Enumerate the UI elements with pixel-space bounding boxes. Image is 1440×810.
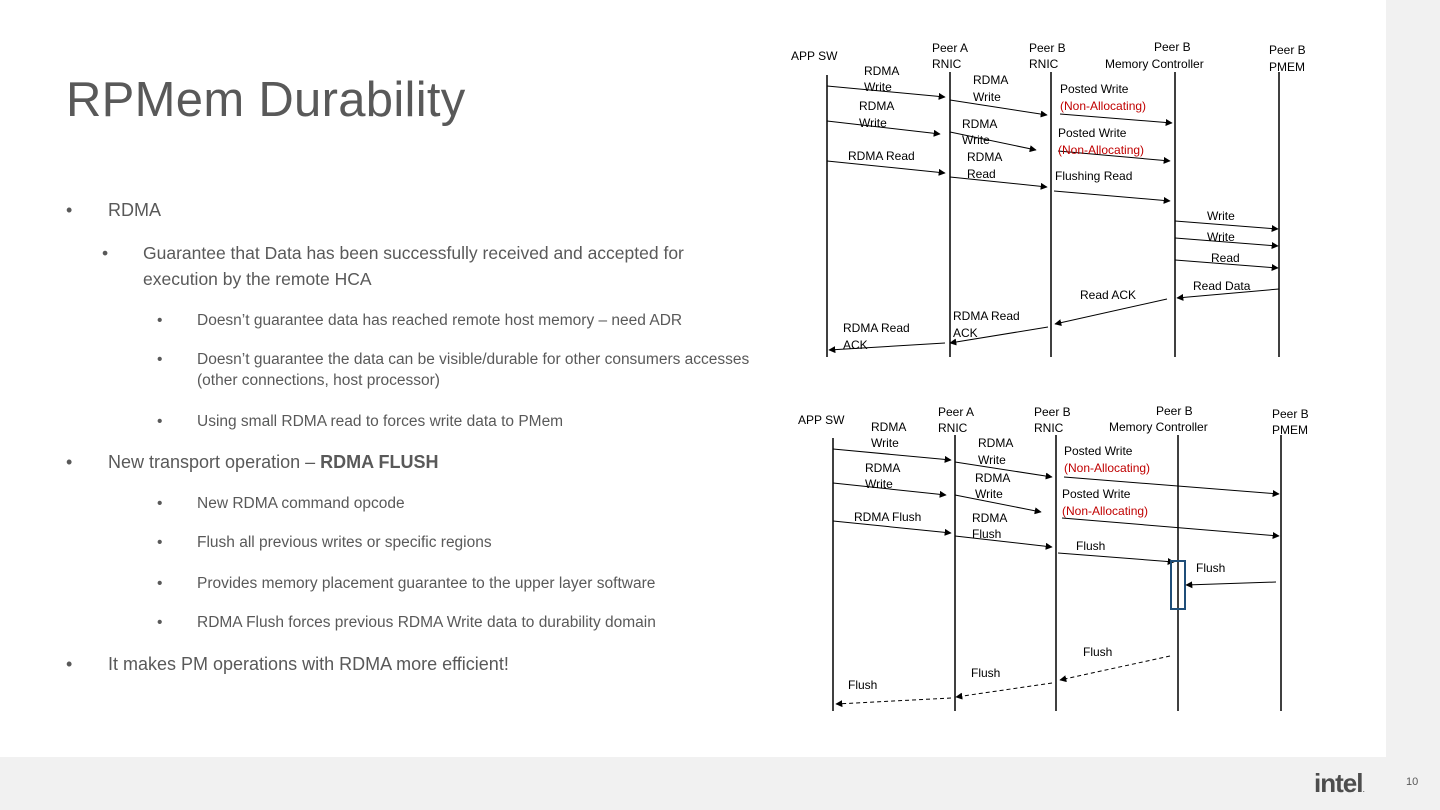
- actor-memory-controller: Memory Controller: [1109, 420, 1208, 434]
- bullet-dot: •: [157, 312, 163, 329]
- label-rdma: RDMA: [972, 511, 1008, 525]
- label-non-allocating: (Non-Allocating): [1064, 461, 1151, 475]
- actor-peer-b-mc: Peer B: [1154, 40, 1191, 54]
- actor-pmem: PMEM: [1269, 60, 1305, 74]
- label-rdma: RDMA: [864, 64, 900, 78]
- logo-text: intel: [1314, 768, 1363, 798]
- bullet-dot: •: [66, 452, 73, 472]
- bullet-dot: •: [102, 243, 109, 263]
- label-read-data: Read Data: [1193, 279, 1251, 293]
- label-flushing-read: Flushing Read: [1055, 169, 1133, 183]
- slide-title: RPMem Durability: [66, 73, 466, 127]
- bullet-dot: •: [157, 575, 163, 592]
- label-flush: Flush: [1076, 539, 1106, 553]
- label-rdma: RDMA: [967, 150, 1003, 164]
- msg-posted-write-2: [1062, 518, 1279, 536]
- bullet-text: RDMA: [108, 200, 161, 220]
- bullet-text: RDMA Flush forces previous RDMA Write data to durability domain: [197, 614, 656, 631]
- msg-flush-ack-1: [1060, 656, 1170, 680]
- actor-peer-a-rnic: RNIC: [938, 421, 968, 435]
- bullet-text: Guarantee that Data has been successfully received and accepted for: [143, 243, 684, 263]
- label-non-allocating: (Non-Allocating): [1060, 99, 1147, 113]
- label-write: Write: [973, 90, 1001, 104]
- label-rdma: RDMA: [865, 461, 901, 475]
- msg-flush-ack-3: [836, 698, 951, 704]
- label-flush: Flush: [971, 666, 1001, 680]
- label-non-allocating: (Non-Allocating): [1058, 143, 1145, 157]
- actor-pmem: PMEM: [1272, 423, 1308, 437]
- bullet-text: Doesn’t guarantee data has reached remote host memory – need ADR: [197, 312, 683, 329]
- label-write: Write: [859, 116, 887, 130]
- msg-flush-mc: [1058, 553, 1174, 562]
- bullet-text-bold: RDMA FLUSH: [320, 452, 439, 472]
- bullet-text: Using small RDMA read to forces write data to PMem: [197, 413, 564, 430]
- msg-flush-ack-2: [956, 683, 1052, 697]
- bullet-text: Flush all previous writes or specific regions: [197, 534, 492, 551]
- label-rdma: RDMA: [962, 117, 998, 131]
- msg-flush-pmem: [1186, 582, 1276, 585]
- actor-app-sw: APP SW: [791, 49, 838, 63]
- bullet-dot: •: [66, 200, 73, 220]
- bullet-text: New RDMA command opcode: [197, 495, 405, 512]
- actor-peer-b-pmem: Peer B: [1269, 43, 1306, 57]
- label-rdma-read: RDMA Read: [953, 309, 1020, 323]
- bullet-dot: •: [157, 495, 163, 512]
- actor-peer-b: Peer B: [1029, 41, 1066, 55]
- label-posted-write: Posted Write: [1058, 126, 1127, 140]
- rdma-flush-diagram: [798, 404, 1309, 711]
- actor-peer-a-rnic: RNIC: [932, 57, 962, 71]
- page-number: 10: [1406, 776, 1419, 788]
- actor-peer-a: Peer A: [932, 41, 969, 55]
- actor-peer-a: Peer A: [938, 405, 975, 419]
- label-write: Write: [978, 453, 1006, 467]
- label-read: Read: [1211, 251, 1240, 265]
- bullet-text: It makes PM operations with RDMA more efficient!: [108, 654, 509, 674]
- label-posted-write: Posted Write: [1062, 487, 1131, 501]
- msg-read-ack: [1055, 299, 1167, 324]
- actor-app-sw: APP SW: [798, 413, 845, 427]
- label-rdma: RDMA: [859, 99, 895, 113]
- bullet-dot: •: [157, 413, 163, 430]
- label-posted-write: Posted Write: [1060, 82, 1129, 96]
- bullet-text-cont: execution by the remote HCA: [143, 269, 372, 289]
- label-ack: ACK: [843, 338, 868, 352]
- label-write: Write: [1207, 230, 1235, 244]
- label-write: Write: [865, 477, 893, 491]
- logo-mark: .: [1362, 784, 1365, 794]
- bullet-text: Provides memory placement guarantee to the upper layer software: [197, 575, 656, 592]
- rdma-read-diagram: [791, 40, 1306, 357]
- label-write: Write: [962, 133, 990, 147]
- label-rdma-read: RDMA Read: [848, 149, 915, 163]
- msg-rdma-write-1: [833, 449, 951, 460]
- label-rdma: RDMA: [871, 420, 907, 434]
- label-flush: Flush: [1196, 561, 1226, 575]
- label-read: Read: [967, 167, 996, 181]
- label-rdma: RDMA: [975, 471, 1011, 485]
- actor-peer-b-pmem: Peer B: [1272, 407, 1309, 421]
- bullet-text-prefix: New transport operation –: [108, 452, 321, 472]
- msg-rdma-flush-2: [955, 536, 1052, 547]
- actor-memory-controller: Memory Controller: [1105, 57, 1204, 71]
- actor-peer-b-mc: Peer B: [1156, 404, 1193, 418]
- bullet-dot: •: [157, 614, 163, 631]
- label-write: Write: [864, 80, 892, 94]
- label-rdma-flush: RDMA Flush: [854, 510, 922, 524]
- label-rdma-read: RDMA Read: [843, 321, 910, 335]
- label-rdma: RDMA: [978, 436, 1014, 450]
- msg-rdma-read-2: [950, 177, 1047, 187]
- bullet-dot: •: [66, 654, 73, 674]
- label-write: Write: [975, 487, 1003, 501]
- bullet-text-cont: (other connections, host processor): [197, 372, 440, 389]
- bullet-dot: •: [157, 534, 163, 551]
- msg-posted-write-1: [1060, 114, 1172, 123]
- label-flush: Flush: [848, 678, 878, 692]
- actor-peer-b-rnic: RNIC: [1029, 57, 1059, 71]
- bullet-dot: •: [157, 351, 163, 368]
- bullet-text: Doesn’t guarantee the data can be visible/durable for other consumers accesses: [197, 351, 750, 368]
- actor-peer-b: Peer B: [1034, 405, 1071, 419]
- label-flush: Flush: [1083, 645, 1113, 659]
- label-rdma: RDMA: [973, 73, 1009, 87]
- label-write: Write: [1207, 209, 1235, 223]
- label-non-allocating: (Non-Allocating): [1062, 504, 1149, 518]
- actor-peer-b-rnic: RNIC: [1034, 421, 1064, 435]
- intel-logo: [1314, 768, 1365, 799]
- label-posted-write: Posted Write: [1064, 444, 1133, 458]
- label-read-ack: Read ACK: [1080, 288, 1137, 302]
- label-ack: ACK: [953, 326, 978, 340]
- msg-flushing-read: [1054, 191, 1170, 201]
- label-flush: Flush: [972, 527, 1002, 541]
- label-write: Write: [871, 436, 899, 450]
